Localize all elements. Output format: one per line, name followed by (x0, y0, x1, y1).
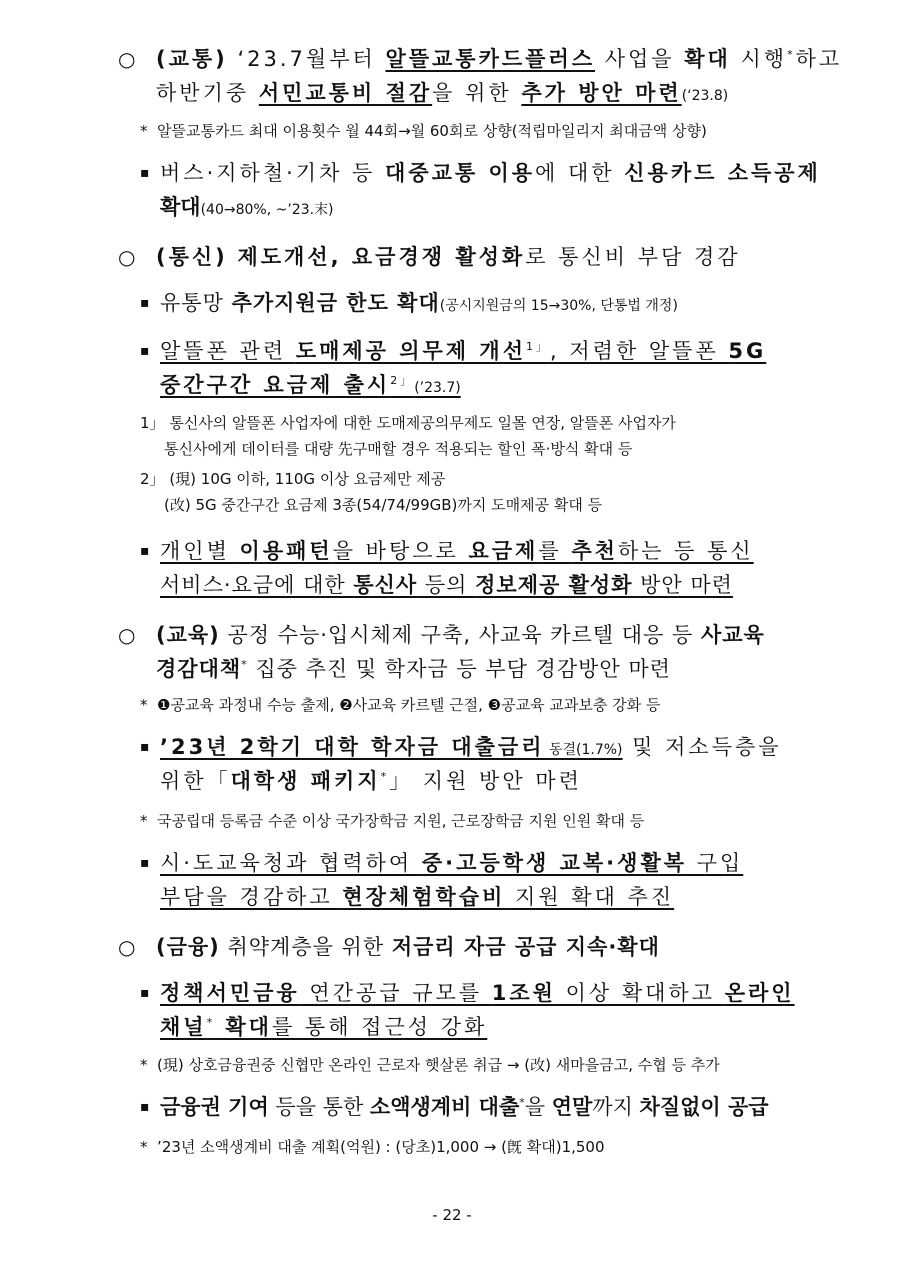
section-tag: (교통) (156, 47, 228, 71)
circle-bullet-icon: ○ (118, 623, 137, 647)
telecom-bullet-3-line-1: ▪ 개인별 이용패턴을 바탕으로 요금제를 추천하는 등 통신 (140, 536, 754, 566)
telecom-note-1: 1」 통신사의 알뜰폰 사업자에 대한 도매제공의무제도 일몰 연장, 알뜰폰 사업자가 (140, 414, 676, 432)
finance-note-2: * ’23년 소액생계비 대출 계획(억원) : (당초)1,000 → (旣 확대)1,500 (140, 1138, 605, 1156)
education-bullet-1-line-2: 위한「대학생 패키지*」 지원 방안 마련 (160, 769, 582, 793)
square-bullet-icon: ▪ (140, 295, 151, 311)
telecom-note-1-cont: 통신사에게 데이터를 대량 先구매할 경우 적용되는 할인 폭·방식 확대 등 (164, 440, 633, 458)
transport-line-2: 하반기중 서민교통비 절감을 위한 추가 방안 마련(‘23.8) (156, 81, 729, 105)
finance-bullet-1-line-2: 채널* 확대를 통해 접근성 강화 (160, 1015, 488, 1039)
telecom-bullet-1: ▪ 유통망 추가지원금 한도 확대(공시지원금의 15→30%, 단통법 개정) (140, 288, 678, 321)
transport-bullet-line-2: 확대(40→80%, ~’23.末) (160, 195, 334, 219)
page-number: - 22 - (432, 1206, 472, 1224)
section-tag: (교육) (156, 623, 220, 647)
education-bullet-2-line-1: ▪ 시·도교육청과 협력하여 중·고등학생 교복·생활복 구입 (140, 848, 743, 878)
telecom-bullet-3-line-2: 서비스·요금에 대한 통신사 등의 정보제공 활성화 방안 마련 (160, 573, 733, 597)
finance-bullet-2: ▪ 금융권 기여 등을 통한 소액생계비 대출*을 연말까지 차질없이 공급 (140, 1092, 769, 1122)
finance-bullet-1-line-1: ▪ 정책서민금융 연간공급 규모를 1조원 이상 확대하고 온라인 (140, 978, 795, 1008)
education-bullet-2-line-2: 부담을 경감하고 현장체험학습비 지원 확대 추진 (160, 885, 675, 909)
square-bullet-icon: ▪ (140, 165, 153, 181)
finance-note: * (現) 상호금융권중 신협만 온라인 근로자 햇살론 취급 → (改) 새마을금고, 수협 등 추가 (140, 1056, 720, 1074)
circle-bullet-icon: ○ (118, 245, 139, 269)
square-bullet-icon: ▪ (140, 739, 153, 755)
telecom-note-2-cont: (改) 5G 중간구간 요금제 3종(54/74/99GB)까지 도매제공 확대 등 (164, 496, 603, 514)
transport-note: * 알뜰교통카드 최대 이용횟수 월 44회→월 60회로 상향(적립마일리지 최대금액 상향) (140, 122, 707, 140)
education-bullet-1-line-1: ▪ ’23년 2학기 대학 학자금 대출금리 동결(1.7%) 및 저소득층을 (140, 732, 782, 765)
square-bullet-icon: ▪ (140, 1099, 150, 1115)
telecom-note-2: 2」 (現) 10G 이하, 110G 이상 요금제만 제공 (140, 470, 446, 488)
education-note: * ❶공교육 과정내 수능 출제, ❷사교육 카르텔 근절, ❸공교육 교과보충 강화 등 (140, 696, 661, 714)
circle-bullet-icon: ○ (118, 47, 139, 71)
square-bullet-icon: ▪ (140, 855, 153, 871)
section-tag: (통신) (156, 245, 228, 269)
circle-bullet-icon: ○ (118, 935, 137, 959)
square-bullet-icon: ▪ (140, 343, 153, 359)
education-note-2: * 국공립대 등록금 수준 이상 국가장학금 지원, 근로장학금 지원 인원 확대 등 (140, 812, 645, 830)
telecom-heading: ○ (통신) 제도개선, 요금경쟁 활성화로 통신비 부담 경감 (118, 242, 741, 272)
square-bullet-icon: ▪ (140, 985, 153, 1001)
education-line-2: 경감대책* 집중 추진 및 학자금 등 부담 경감방안 마련 (156, 657, 671, 681)
education-line-1: ○ (교육) 공정 수능·입시체제 구축, 사교육 카르텔 대응 등 사교육 (118, 620, 765, 650)
transport-bullet-line-1: ▪ 버스·지하철·기차 등 대중교통 이용에 대한 신용카드 소득공제 (140, 158, 821, 188)
square-bullet-icon: ▪ (140, 543, 153, 559)
section-tag: (금융) (156, 935, 220, 959)
transport-line-1: ○ (교통) ‘23.7월부터 알뜰교통카드플러스 사업을 확대 시행*하고 (118, 44, 842, 74)
telecom-bullet-2-line-2: 중간구간 요금제 출시$^{2」}$(’23.7) (160, 373, 461, 397)
finance-heading: ○ (금융) 취약계층을 위한 저금리 자금 공급 지속·확대 (118, 932, 660, 962)
telecom-bullet-2-line-1: ▪ 알뜰폰 관련 도매제공 의무제 개선$^{1」}$, 저렴한 알뜰폰 5G (140, 336, 766, 366)
